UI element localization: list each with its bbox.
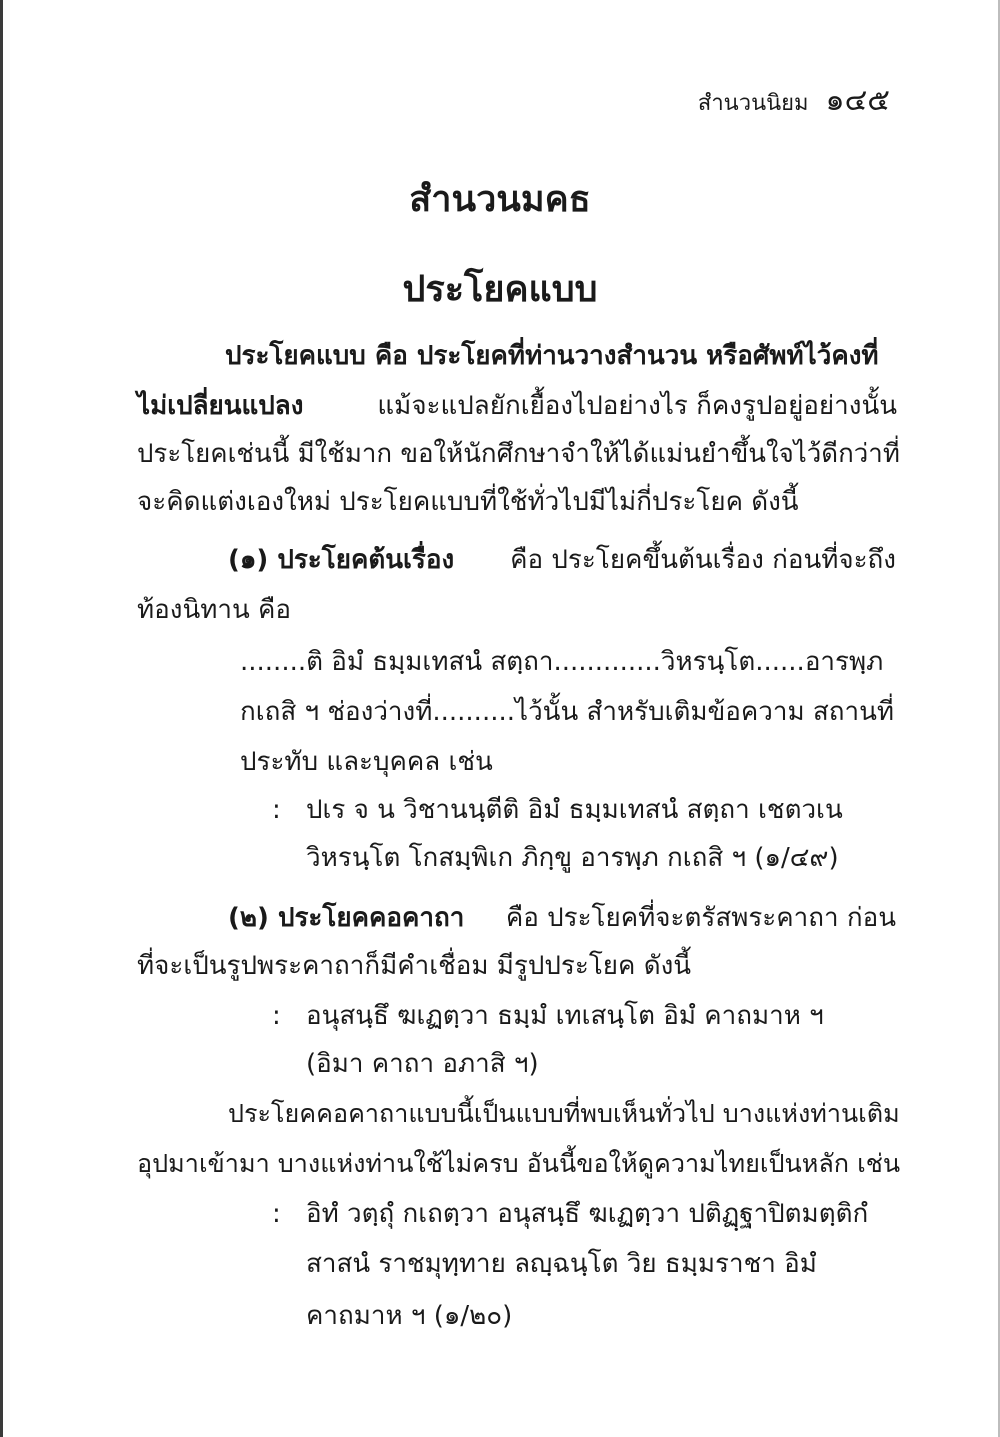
section1-pattern-2: กเถสิ ฯ ช่องว่างที่..........ไว้นั้น สำหรับเติมข้อความ สถานที่ xyxy=(240,697,894,727)
section-heading: ประโยคแบบ xyxy=(402,269,598,310)
section1-example-2: วิหรนฺโต โกสมฺพิเก ภิกฺขู อารพฺภ กเถสิ ฯ (๑/๔๙) xyxy=(306,843,839,873)
section1-heading-rest: คือ ประโยคขึ้นต้นเรื่อง ก่อนที่จะถึง xyxy=(510,545,896,575)
intro-line-4: จะคิดแต่งเองใหม่ ประโยคแบบที่ใช้ทั่วไปมีไม่กี่ประโยค ดังนี้ xyxy=(137,487,799,517)
page-number: ๑๔๕ xyxy=(825,83,890,118)
section2-example3-colon: : xyxy=(272,1199,281,1229)
section2-example-1: อนุสนฺธึ ฆเฏตฺวา ธมฺมํ เทเสนฺโต อิมํ คาถมาห ฯ xyxy=(306,1001,824,1031)
section2-heading-line xyxy=(228,900,896,936)
section1-example-1: ปเร จ น วิชานนฺตีติ อิมํ ธมฺมเทสนํ สตฺถา เชตวเน xyxy=(306,795,843,825)
section2-line-2: ที่จะเป็นรูปพระคาถาก็มีคำเชื่อม มีรูปประโยค ดังนี้ xyxy=(137,951,692,981)
section2-example-2: (อิมา คาถา อภาสิ ฯ) xyxy=(306,1049,539,1079)
section2-example-3-line-2: สาสนํ ราชมุทฺทาย ลญฺฉนฺโต วิย ธมฺมราชา อิมํ xyxy=(306,1249,817,1279)
intro-line-3: ประโยคเช่นนี้ มีใช้มาก ขอให้นักศึกษาจำให้ได้แม่นยำขึ้นใจไว้ดีกว่าที่ xyxy=(137,439,900,469)
section2-heading: (๒) ประโยคคอคาถา xyxy=(228,903,465,933)
page-title: สำนวนมคธ xyxy=(409,179,591,220)
section1-heading-line xyxy=(228,542,896,578)
running-header xyxy=(697,83,890,119)
intro-line-1: ประโยคแบบ คือ ประโยคที่ท่านวางสำนวน หรือศัพท์ไว้คงที่ xyxy=(225,341,879,371)
section2-paragraph-2: อุปมาเข้ามา บางแห่งท่านใช้ไม่ครบ อันนี้ขอให้ดูความไทยเป็นหลัก เช่น xyxy=(137,1149,901,1178)
section1-example-colon: : xyxy=(272,795,281,825)
section2-example-3-line-3: คาถมาห ฯ (๑/๒๐) xyxy=(306,1301,513,1331)
section2-heading-rest: คือ ประโยคที่จะตรัสพระคาถา ก่อน xyxy=(505,903,896,933)
section1-line-2: ท้องนิทาน คือ xyxy=(137,595,292,625)
section1-pattern-1: ........ติ อิมํ ธมฺมเทสนํ สตฺถา.............วิหรนฺโต......อารพฺภ xyxy=(240,647,884,677)
section1-heading: (๑) ประโยคต้นเรื่อง xyxy=(228,545,455,575)
intro-line-2-rest: แม้จะแปลยักเยื้องไปอย่างไร ก็คงรูปอยู่อย่างนั้น xyxy=(377,391,897,421)
section2-example-colon: : xyxy=(272,1001,281,1031)
intro-emphasis: ไม่เปลี่ยนแปลง xyxy=(137,391,304,421)
section1-pattern-3: ประทับ และบุคคล เช่น xyxy=(240,747,493,777)
intro-line-2 xyxy=(137,388,897,424)
section2-example-3-line-1: อิทํ วตฺถุํ กเถตฺวา อนุสนฺธึ ฆเฏตฺวา ปติฏฺฐาปิตมตฺติกํ xyxy=(306,1199,869,1229)
running-title: สำนวนนิยม xyxy=(697,91,809,116)
section2-paragraph-1: ประโยคคอคาถาแบบนี้เป็นแบบที่พบเห็นทั่วไป บางแห่งท่านเติม xyxy=(228,1099,900,1128)
